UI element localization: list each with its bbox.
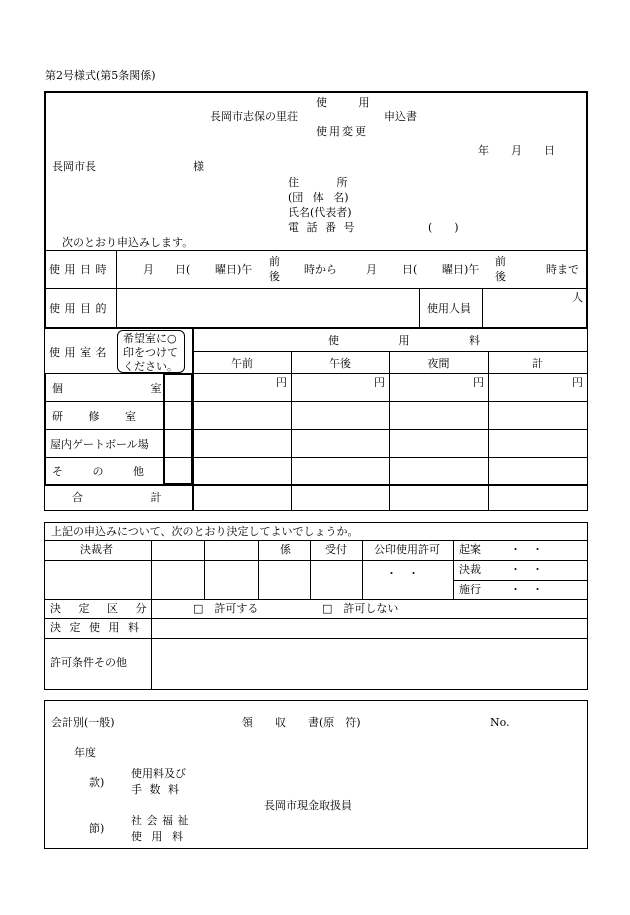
section-setsu-label: 節) [89,822,105,835]
yen-night: 円 [473,376,484,389]
hint-line-3: ください。 [123,360,178,373]
group-name-label: (団 体 名) [288,191,349,204]
title-facility: 長岡市志保の里荘 [210,110,298,123]
representative-label: 氏名(代表者) [288,206,352,219]
account-label: 会計別(一般) [51,716,115,729]
application-statement: 次のとおり申込みします。 [62,236,194,249]
draft-label: 起案 [459,543,481,556]
yen-afternoon: 円 [374,376,385,389]
usage-datetime-label: 使 用 日 時 [49,263,107,276]
approver-label: 決裁者 [80,543,113,556]
setsu-item-line-1: 社 会 福 祉 [131,814,189,827]
staff-label: 係 [280,543,291,556]
day-2: 日( [402,263,418,276]
setsu-item-line-2: 使 用 料 [131,830,183,843]
permit-checkbox[interactable]: □ 許可する [193,602,259,615]
fee-col-afternoon: 午後 [329,357,351,370]
conditions-label: 許可条件その他 [50,656,127,669]
pm-2: 後 [495,270,506,283]
people-count-label: 使用人員 [427,302,471,315]
people-unit: 人 [572,291,583,304]
receipt-title: 領 収 書(原 符) [242,716,361,729]
fee-col-morning: 午前 [231,357,253,370]
room-gateball: 屋内ゲートボール場 [50,438,149,451]
form-number-label: 第2号様式(第5条関係) [45,69,156,82]
room-training: 研 修 室 [52,410,136,423]
approval-label: 決裁 [459,563,481,576]
draft-date: ・ ・ [510,543,543,556]
month-1: 月 [143,263,154,276]
section-kan-label: 款) [89,776,105,789]
address-label: 住 所 [288,176,348,189]
fee-header: 使 用 料 [328,334,480,347]
kan-item-line-2: 手 数 料 [131,783,179,796]
mayor-label: 長岡市長 [52,160,96,173]
room-other: そ の 他 [52,465,144,478]
date-line: 年 月 日 [478,144,555,157]
room-name-label: 使 用 室 名 [49,346,107,359]
weekday-1: 曜日)午 [215,263,253,276]
hint-line-2: 印をつけて [123,346,178,359]
fee-col-night: 夜間 [427,357,450,370]
title-use: 使 用 [316,96,384,109]
reception-label: 受付 [325,543,347,556]
pm-1: 後 [269,270,280,283]
purpose-label: 使 用 目 的 [49,302,107,315]
seal-date-dots: ・ ・ [386,567,419,580]
fiscal-year-label: 年度 [74,746,96,759]
enforce-label: 施行 [459,583,481,596]
phone-parens: ( ) [428,221,459,234]
seal-permit-label: 公印使用許可 [374,543,440,556]
weekday-2: 曜日)午 [442,263,480,276]
yen-morning: 円 [276,376,287,389]
hint-line-1: 希望室に○ [123,332,177,345]
decided-fee-label: 決 定 使 用 料 [50,621,139,634]
title-application: 申込書 [384,110,417,123]
phone-label: 電 話 番 号 [288,221,355,234]
receipt-number-label: No. [490,716,510,729]
day-1: 日( [175,263,191,276]
am-1: 前 [269,255,280,268]
total-label: 合 計 [72,491,162,504]
enforce-date: ・ ・ [510,583,543,596]
am-2: 前 [495,255,506,268]
deny-checkbox[interactable]: □ 許可しない [322,602,399,615]
kan-item-line-1: 使用料及び [131,767,186,780]
room-private: 個 室 [52,382,162,395]
fee-col-total: 計 [532,357,543,370]
decision-category-label: 決 定 区 分 [50,602,147,615]
yen-total: 円 [572,376,583,389]
from-label: 時から [304,263,337,276]
title-change: 使用変更 [316,125,368,138]
month-2: 月 [366,263,377,276]
mayor-honorific: 様 [193,160,204,173]
until-label: 時まで [546,263,579,276]
decision-intro: 上記の申込みについて、次のとおり決定してよいでしょうか。 [51,525,359,538]
cashier-label: 長岡市現金取扱員 [264,799,352,812]
approval-date: ・ ・ [510,563,543,576]
